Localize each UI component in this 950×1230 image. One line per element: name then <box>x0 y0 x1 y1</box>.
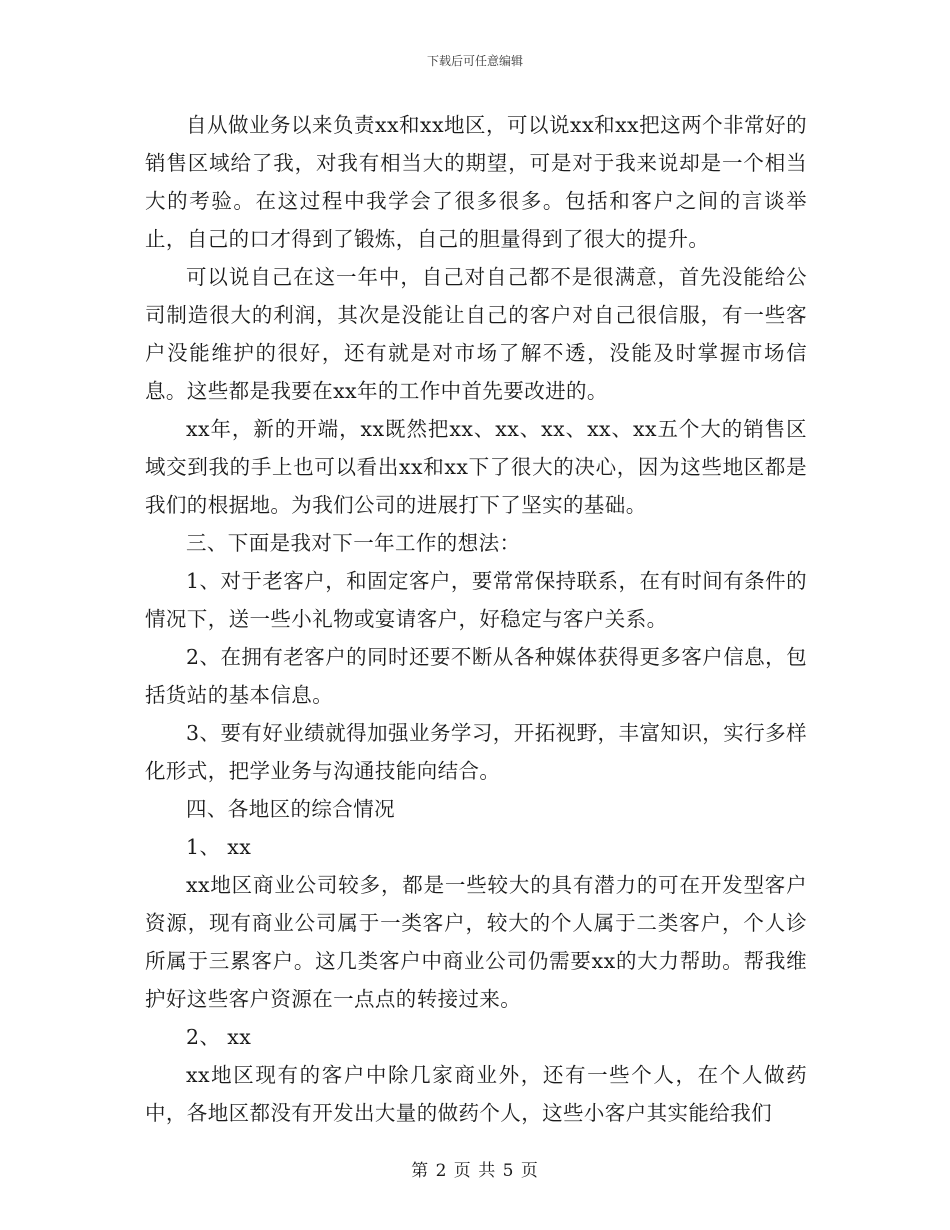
list-item: 1、对于老客户，和固定客户，要常常保持联系，在有时间有条件的情况下，送一些小礼物或宴请客户，好稳定与客户关系。 <box>145 569 807 631</box>
paragraph: xx地区商业公司较多，都是一些较大的具有潜力的可在开发型客户资源，现有商业公司属于一类客户，较大的个人属于二类客户，个人诊所属于三累客户。这几类客户中商业公司仍需要xx的大力帮助。帮我维护好这些客户资源在一点点的转接过来。 <box>145 873 807 1011</box>
section-heading: 三、下面是我对下一年工作的想法： <box>186 531 521 555</box>
paragraph: xx年，新的开端，xx既然把xx、xx、xx、xx、xx五个大的销售区域交到我的手上也可以看出xx和xx下了很大的决心，因为这些地区都是我们的根据地。为我们公司的进展打下了坚实的基础。 <box>145 417 807 517</box>
paragraph: xx地区现有的客户中除几家商业外，还有一些个人，在个人做药中，各地区都没有开发出大量的做药个人，这些小客户其实能给我们 <box>145 1063 807 1125</box>
page-footer: 第 2 页 共 5 页 <box>411 1161 539 1181</box>
list-item: 3、要有好业绩就得加强业务学习，开拓视野，丰富知识，实行多样化形式，把学业务与沟通技能向结合。 <box>145 721 807 783</box>
paragraph: 可以说自己在这一年中，自己对自己都不是很满意，首先没能给公司制造很大的利润，其次是没能让自己的客户对自己很信服，有一些客户没能维护的很好，还有就是对市场了解不透，没能及时掌握市场信息。这些都是我要在xx年的工作中首先要改进的。 <box>145 265 807 403</box>
page-header: 下载后可任意编辑 <box>426 54 523 68</box>
paragraph: 自从做业务以来负责xx和xx地区，可以说xx和xx把这两个非常好的销售区域给了我，对我有相当大的期望，可是对于我来说却是一个相当大的考验。在这过程中我学会了很多很多。包括和客户之间的言谈举止，自己的口才得到了锻炼，自己的胆量得到了很大的提升。 <box>145 113 807 251</box>
subsection-heading: 2、 xx <box>186 1025 252 1049</box>
document-body <box>145 106 807 1132</box>
list-item: 2、在拥有老客户的同时还要不断从各种媒体获得更多客户信息，包括货站的基本信息。 <box>145 645 807 707</box>
section-heading: 四、各地区的综合情况 <box>186 797 395 821</box>
subsection-heading: 1、 xx <box>186 835 252 859</box>
